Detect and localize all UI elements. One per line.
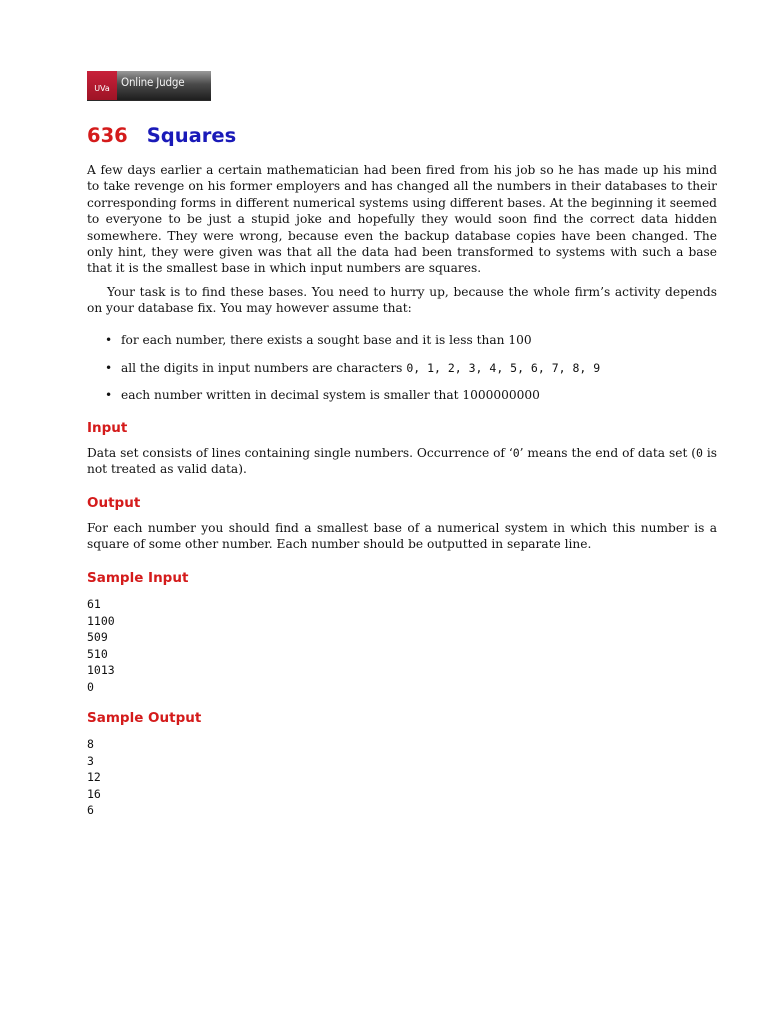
- sample-input-heading: Sample Input: [87, 570, 189, 586]
- list-item: [105, 360, 600, 388]
- problem-name: Squares: [146, 124, 237, 147]
- input-zero-1: 0: [512, 446, 520, 460]
- problem-title: [87, 124, 236, 147]
- sample-output-line: 16: [87, 786, 101, 801]
- assumption-3: each number written in decimal system is smaller that 1000000000: [121, 388, 540, 402]
- sample-output-line: 6: [87, 803, 94, 818]
- input-zero-2: 0: [696, 446, 703, 460]
- assumptions-list: [105, 332, 600, 415]
- input-description: [87, 445, 717, 478]
- assumption-2-prefix: all the digits in input numbers are characters: [121, 360, 407, 375]
- task-paragraph: Your task is to find these bases. You need to hurry up, because the whole firm’s activity depends on your database fix. You may however assume that:: [87, 285, 717, 316]
- sample-output-line: 3: [87, 753, 94, 768]
- sample-input-line: 510: [87, 646, 108, 661]
- input-text-a: Data set consists of lines containing single numbers. Occurrence of ‘: [87, 446, 513, 460]
- sample-input-line: 1013: [87, 663, 115, 678]
- intro-paragraph: A few days earlier a certain mathematician had been fired from his job so he has made up his mind to take revenge on his former employers and has changed all the numbers in their databases to their corresponding forms in different numerical systems using different bases. At the beginning it seemed to everyone to be just a stupid joke and hopefully they would soon find the correct data hidden somewhere. They were wrong, because even the backup database copies have been changed. The only hint, they were given was that all the data had been transformed to systems with such a base that it is the smallest base in which input numbers are squares.: [87, 163, 717, 276]
- output-heading: Output: [87, 495, 141, 511]
- assumption-1: for each number, there exists a sought base and it is less than 100: [121, 333, 532, 347]
- sample-output-line: 12: [87, 770, 101, 785]
- logo-text: Online Judge: [117, 71, 211, 100]
- sample-input-line: 509: [87, 630, 108, 645]
- sample-output-line: 8: [87, 737, 94, 751]
- sample-input-block: [87, 596, 115, 696]
- input-heading: Input: [87, 420, 128, 436]
- input-text-b: ’ means the end of data set (: [519, 446, 696, 460]
- list-item: [105, 387, 600, 415]
- sample-output-heading: Sample Output: [87, 710, 202, 726]
- logo-badge: UVa: [87, 71, 117, 100]
- sample-input-line: 61: [87, 597, 101, 611]
- sample-input-line: 1100: [87, 613, 115, 628]
- sample-output-block: [87, 736, 101, 819]
- sample-input-line: 0: [87, 679, 94, 694]
- assumption-2-digits: 0, 1, 2, 3, 4, 5, 6, 7, 8, 9: [406, 360, 601, 375]
- list-item: [105, 332, 600, 360]
- input-text-c: is not treated as valid data).: [87, 446, 717, 477]
- uva-online-judge-logo: [87, 71, 211, 100]
- problem-number: 636: [87, 124, 128, 147]
- output-description: For each number you should find a smallest base of a numerical system in which this number is a square of some other number. Each number should be outputted in separate line.: [87, 521, 717, 552]
